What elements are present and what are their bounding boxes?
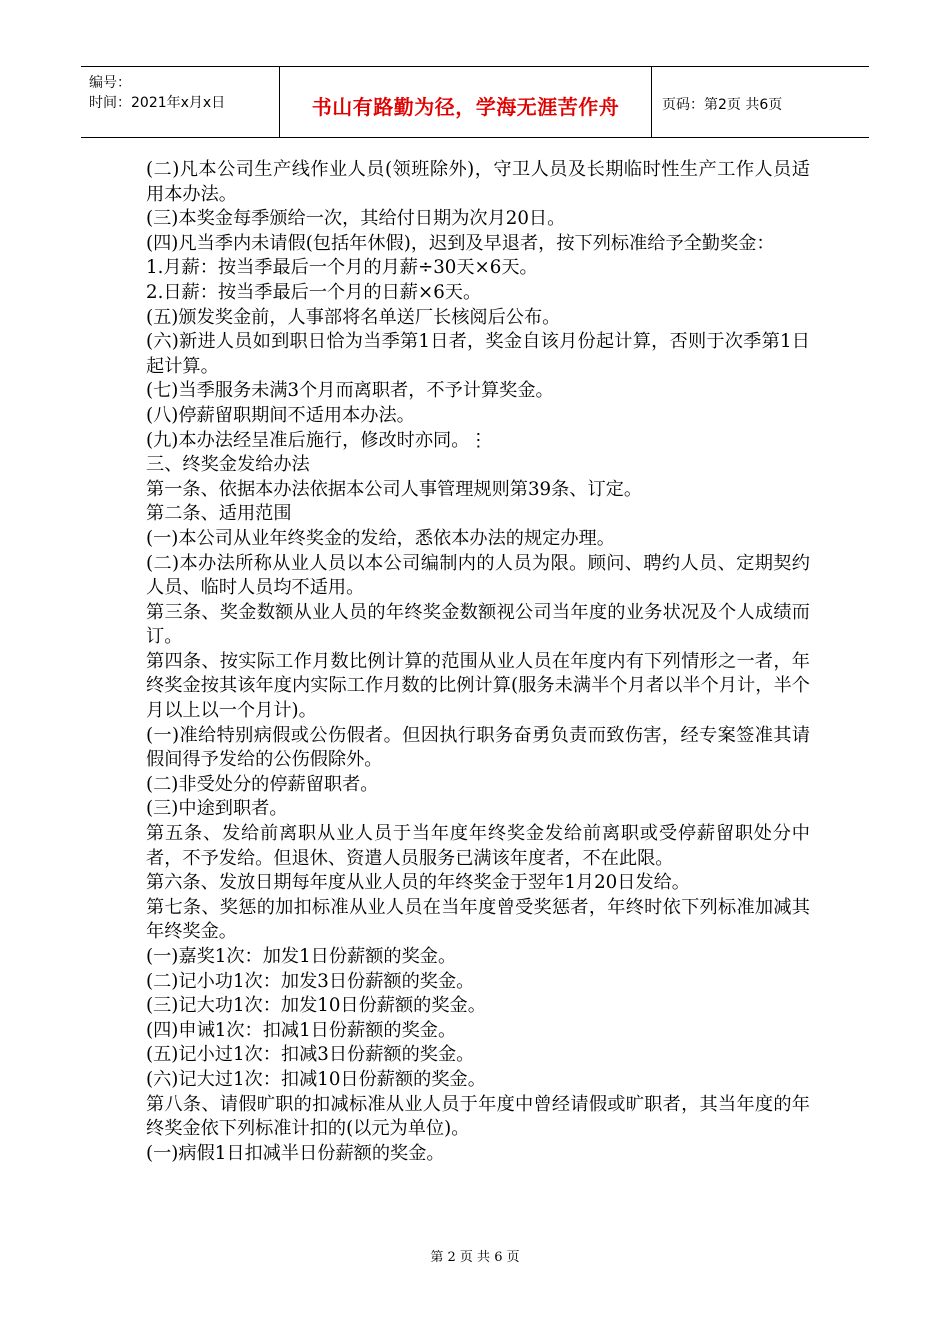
document-body: [146, 158, 810, 1166]
paragraph: (六)记大过1次：扣减10日份薪额的奖金。: [146, 1068, 486, 1090]
paragraph: (六)新进人员如到职日恰为当季第1日者，奖金自该月份起计算，否则于次季第1日起计算。: [146, 331, 810, 377]
section-heading: 三、终奖金发给办法: [146, 454, 310, 476]
paragraph: 1.月薪：按当季最后一个月的月薪÷30天×6天。: [146, 257, 538, 279]
paragraph: (五)颁发奖金前，人事部将名单送厂长核阅后公布。: [146, 306, 561, 328]
paragraph: (三)中途到职者。: [146, 798, 288, 820]
paragraph: 第七条、奖惩的加扣标准从业人员在当年度曾受奖惩者，年终时依下列标准加减其年终奖金。: [146, 896, 810, 943]
paragraph: 第八条、请假旷职的扣减标准从业人员于年度中曾经请假或旷职者，其当年度的年终奖金依下列标准计扣的(以元为单位)。: [146, 1093, 810, 1140]
document-time-label: 时间：2021年x月x日: [89, 95, 226, 111]
page-footer: 第 2 页 共 6 页: [430, 1250, 520, 1265]
paragraph: (四)申诫1次：扣减1日份薪额的奖金。: [146, 1019, 457, 1041]
paragraph: (一)本公司从业年终奖金的发给，悉依本办法的规定办理。: [146, 527, 615, 549]
paragraph: (三)本奖金每季颁给一次，其给付日期为次月20日。: [146, 208, 566, 230]
header-meta: [81, 67, 280, 137]
paragraph: (七)当季服务未满3个月而离职者，不予计算奖金。: [146, 380, 554, 402]
header-page-code: 页码：第2页 共6页: [662, 97, 783, 113]
paragraph: (九)本办法经呈准后施行，修改时亦同。⋮: [146, 429, 488, 451]
paragraph: (八)停薪留职期间不适用本办法。: [146, 404, 415, 426]
paragraph: 第一条、依据本办法依据本公司人事管理规则第39条、订定。: [146, 478, 643, 500]
paragraph: (一)准给特别病假或公伤假者。但因执行职务奋勇负责而致伤害，经专案签准其请假间得予发给的公伤假除外。: [146, 724, 810, 771]
document-number-label: 编号：: [89, 75, 131, 91]
paragraph: (三)记大功1次：加发10日份薪额的奖金。: [146, 995, 486, 1017]
paragraph: (二)本办法所称从业人员以本公司编制内的人员为限。顾问、聘约人员、定期契约人员、临时人员均不适用。: [146, 552, 810, 599]
header-motto: 书山有路勤为径，学海无涯苦作舟: [280, 67, 652, 137]
paragraph: 第二条、适用范围: [146, 503, 292, 525]
paragraph: 第六条、发放日期每年度从业人员的年终奖金于翌年1月20日发给。: [146, 872, 690, 894]
paragraph: (二)记小功1次：加发3日份薪额的奖金。: [146, 970, 475, 992]
paragraph: (一)嘉奖1次：加发1日份薪额的奖金。: [146, 946, 457, 967]
paragraph: (四)凡当季内未请假(包括年休假)，迟到及早退者，按下列标准给予全勤奖金：: [146, 232, 775, 254]
paragraph: 第四条、按实际工作月数比例计算的范围从业人员在年度内有下列情形之一者，年终奖金按其该年度内实际工作月数的比例计算(服务未满半个月者以半个月计，半个月以上以一个月计)。: [146, 650, 810, 722]
paragraph: 2.日薪：按当季最后一个月的日薪×6天。: [146, 281, 482, 303]
paragraph: (一)病假1日扣减半日份薪额的奖金。: [146, 1142, 445, 1164]
paragraph: (二)非受处分的停薪留职者。: [146, 773, 379, 795]
paragraph: 第五条、发给前离职从业人员于当年度年终奖金发给前离职或受停薪留职处分中者，不予发给。但退休、资遣人员服务已满该年度者，不在此限。: [146, 823, 810, 869]
page-header: [81, 66, 869, 138]
paragraph: (五)记小过1次：扣减3日份薪额的奖金。: [146, 1044, 475, 1066]
paragraph: (二)凡本公司生产线作业人员(领班除外)，守卫人员及长期临时性生产工作人员适用本办法。: [146, 159, 810, 205]
paragraph: 第三条、奖金数额从业人员的年终奖金数额视公司当年度的业务状况及个人成绩而订。: [146, 601, 810, 648]
